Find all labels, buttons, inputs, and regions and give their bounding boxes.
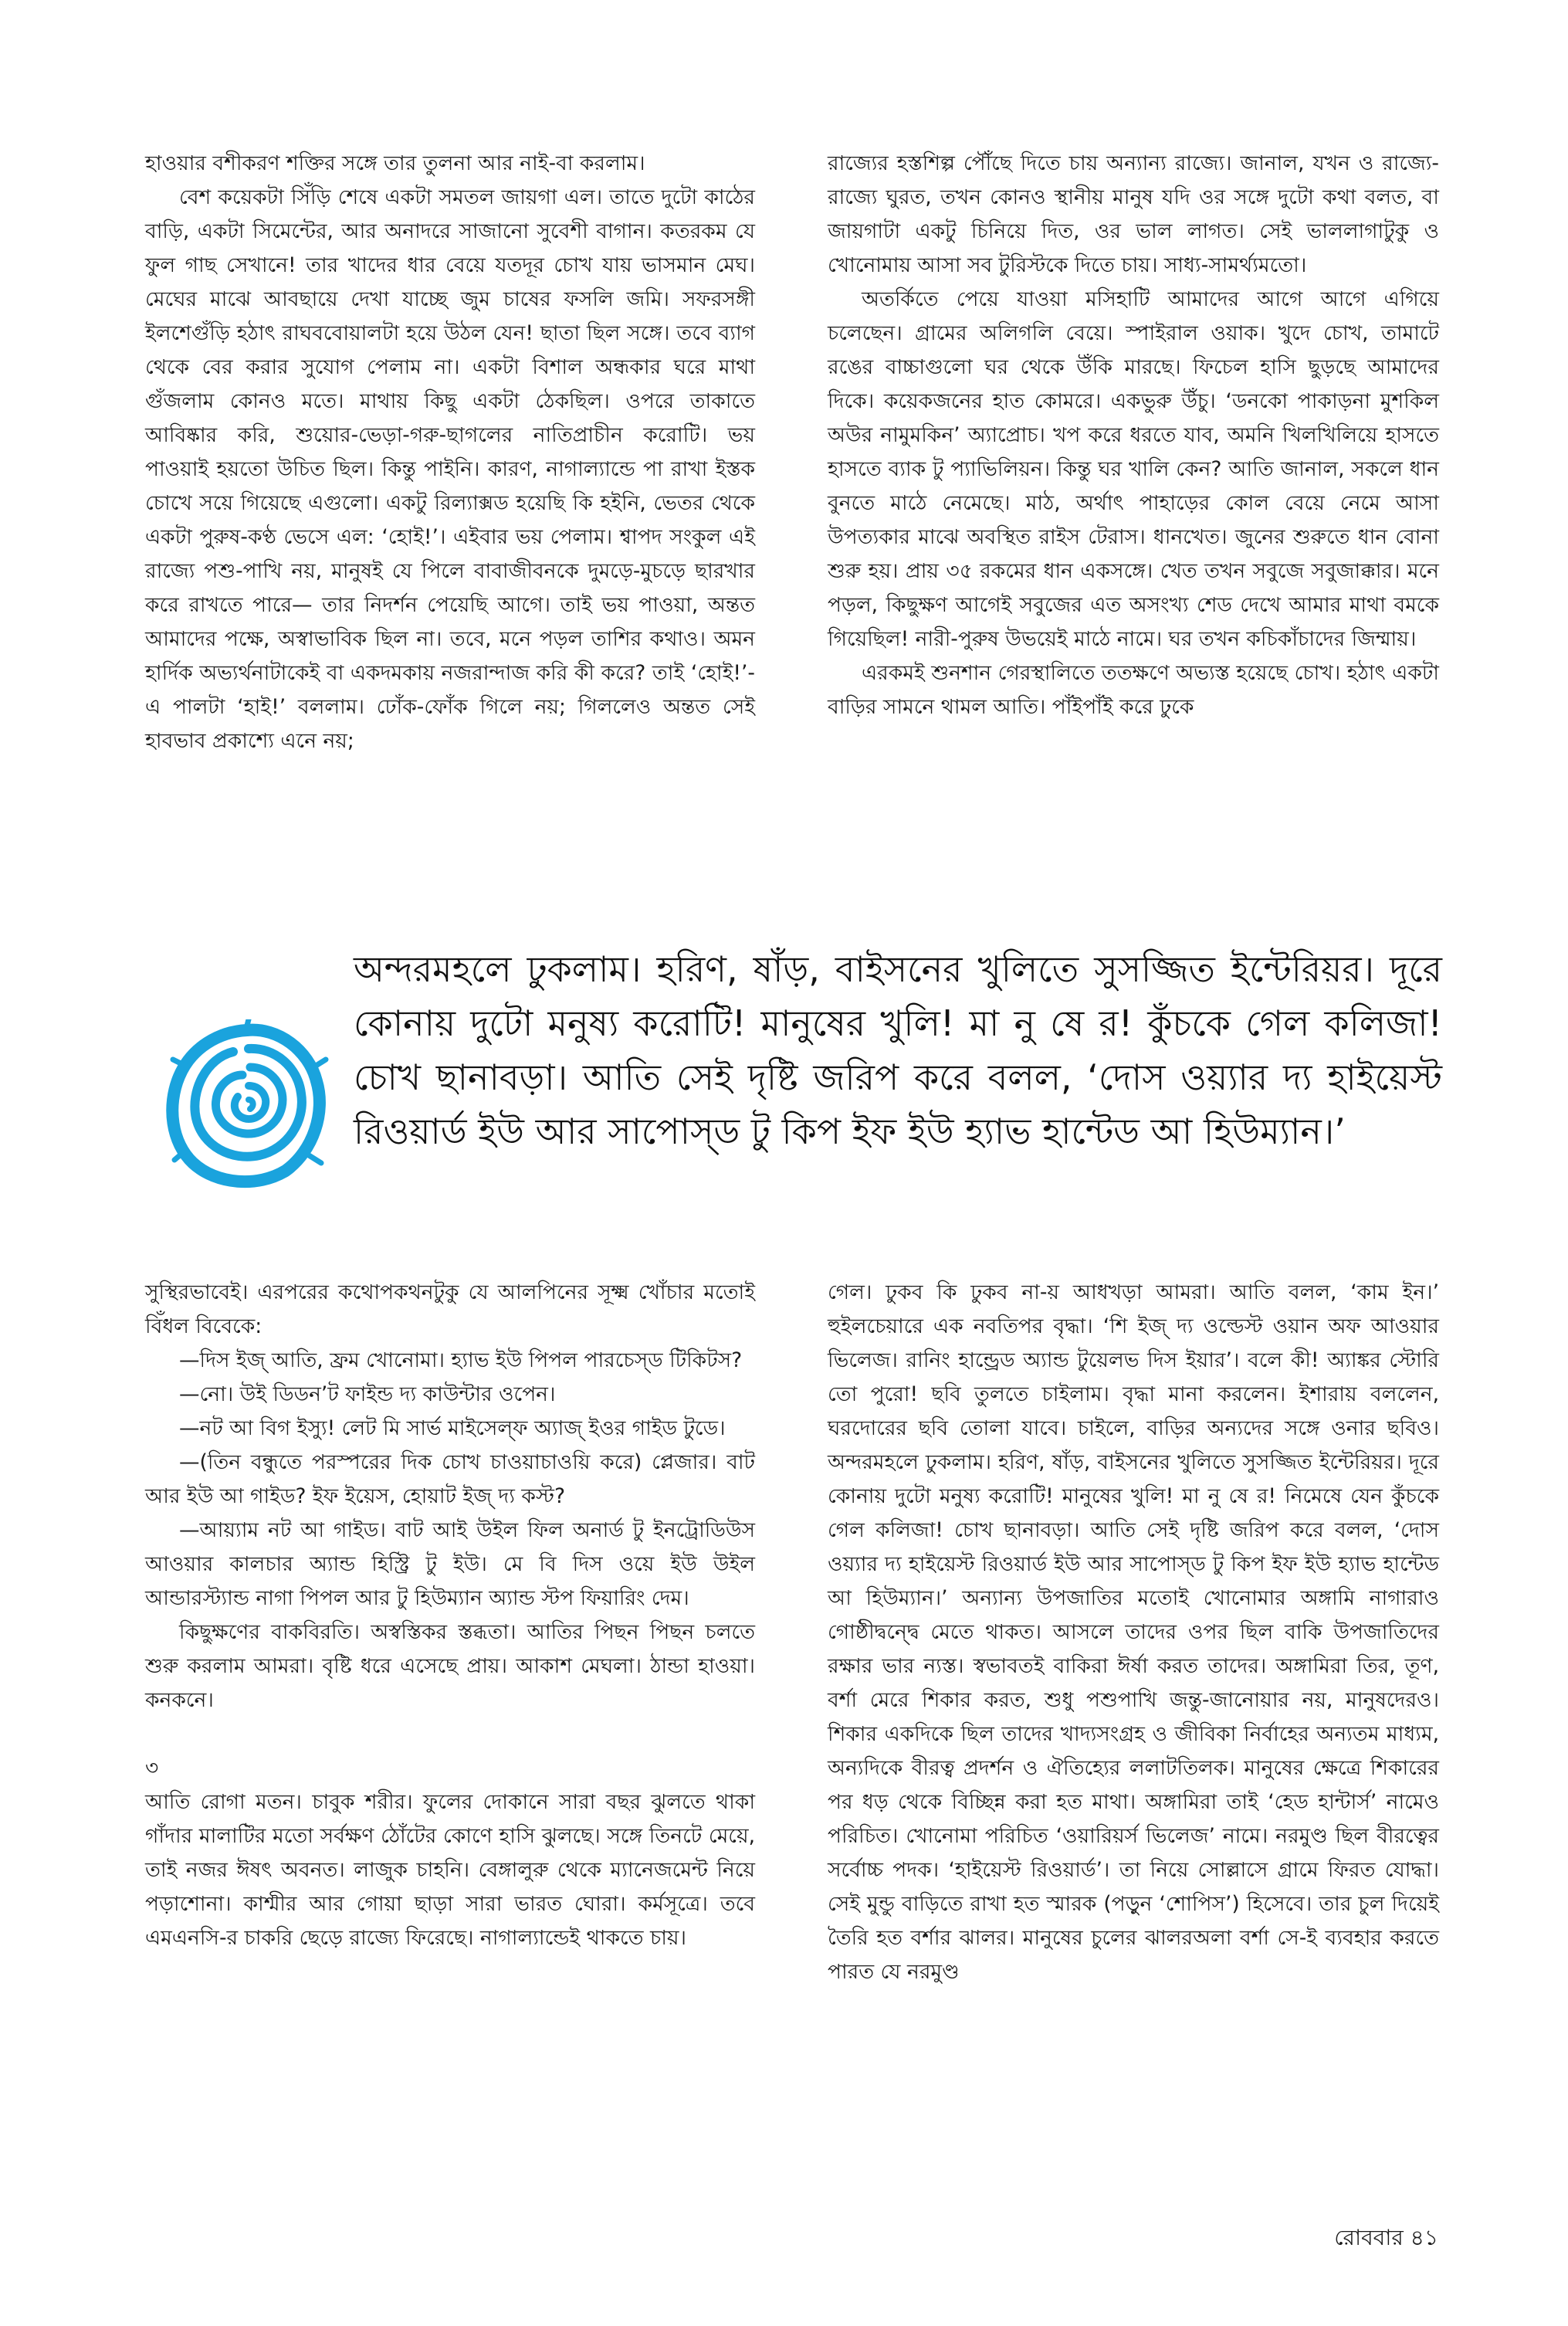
paragraph: বেশ কয়েকটা সিঁড়ি শেষে একটা সমতল জায়গা এল। তাতে দুটো কাঠের বাড়ি, একটা সিমেন্টের, আর অনাদরে সাজানো সুবেশী বাগান। কতরকম যে ফুল গাছ সেখানে! তার খাদের ধার বেয়ে যতদূর চোখ যায় ভাসমান মেঘ। মেঘের মাঝে আবছায়ে দেখা যাচ্ছে জুম চাষের ফসলি জমি। সফরসঙ্গী ইলশেগুঁড়ি হঠাৎ রাঘববোয়ালটা হয়ে উঠল যেন! ছাতা ছিল সঙ্গে। তবে ব্যাগ থেকে বের করার সুযোগ পেলাম না। একটা বিশাল অন্ধকার ঘরে মাথা গুঁজলাম কোনও মতে। মাথায় কিছু একটা ঠেকছিল। ওপরে তাকাতে আবিষ্কার করি, শুয়োর-ভেড়া-গরু-ছাগলের নাতিপ্রাচীন করোটি। ভয় পাওয়াই হয়তো উচিত ছিল। কিন্তু পাইনি। কারণ, নাগাল্যান্ডে পা রাখা ইস্তক চোখে সয়ে গিয়েছে এগুলো। একটু রিল্যাক্সড হয়েছি কি হইনি, ভেতর থেকে একটা পুরুষ-কণ্ঠ ভেসে এল: ‘হোই!’। এইবার ভয় পেলাম। শ্বাপদ সংকুল এই রাজ্যে পশু-পাখি নয়, মানুষই যে পিলে বাবাজীবনকে দুমড়ে-মুচড়ে ছারখার করে রাখতে পারে— তার নিদর্শন পেয়েছি আগে। তাই ভয় পাওয়া, অন্তত আমাদের পক্ষে, অস্বাভাবিক ছিল না। তবে, মনে পড়ল তাশির কথাও। অমন হার্দিক অভ্যর্থনাটাকেই বা একদমকায় নজরান্দাজ করি কী করে? তাই ‘হোই!’-এ পালটা ‘হাই!’ বললাম। ঢোঁক-ফোঁক গিলে নয়; গিললেও অন্তত সেই হাবভাব প্রকাশ্যে এনে নয়; — [145, 185, 755, 753]
column-top-left — [145, 147, 755, 758]
paragraph: হাওয়ার বশীকরণ শক্তির সঙ্গে তার তুলনা আর নাই-বা করলাম। — [145, 151, 645, 175]
paragraph: গেল। ঢুকব কি ঢুকব না-য় আধখড়া আমরা। আতি বলল, ‘কাম ইন।’ হুইলচেয়ারে এক নবতিপর বৃদ্ধা। ‘শি ইজ্ দ্য ওল্ডেস্ট ওয়ান অফ আওয়ার ভিলেজ। রানিং হান্ড্রেড অ্যান্ড টুয়েলভ দিস ইয়ার’। বলে কী! অ্যাঙ্কর স্টোরি তো পুরো! ছবি তুলতে চাইলাম। বৃদ্ধা মানা করলেন। ইশারায় বললেন, ঘরদোরের ছবি তোলা যাবে। চাইলে, বাড়ির অন্যদের সঙ্গে ওনার ছবিও। অন্দরমহলে ঢুকলাম। হরিণ, ষাঁড়, বাইসনের খুলিতে সুসজ্জিত ইন্টেরিয়র। দূরে কোনায় দুটো মনুষ্য করোটি! মানুষের খুলি! মা নু ষে র! নিমেষে যেন কুঁচকে গেল কলিজা! চোখ ছানাবড়া। আতি সেই দৃষ্টি জরিপ করে বলল, ‘দোস ওয়্যার দ্য হাইয়েস্ট রিওয়ার্ড ইউ আর সাপোস্‌ড টু কিপ ইফ ইউ হ্যাভ হান্টেড আ হিউম্যান।’ অন্যান্য উপজাতির মতোই খোনোমার অঙ্গামি নাগারাও গোষ্ঠীদ্বন্দ্বে মেতে থাকত। আসলে তাদের ওপর ছিল বাকি উপজাতিদের রক্ষার ভার ন্যস্ত। স্বভাবতই বাকিরা ঈর্ষা করত তাদের। অঙ্গামিরা তির, তূণ, বর্শা মেরে শিকার করত, শুধু পশুপাখি জন্তু-জানোয়ার নয়, মানুষদেরও। শিকার একদিকে ছিল তাদের খাদ্যসংগ্রহ ও জীবিকা নির্বাহের অন্যতম মাধ্যম, অন্যদিকে বীরত্ব প্রদর্শন ও ঐতিহ্যের ললাটতিলক। মানুষের ক্ষেত্রে শিকারের পর ধড় থেকে বিচ্ছিন্ন করা হত মাথা। অঙ্গামিরা তাই ‘হেড হান্টার্স’ নামেও পরিচিত। খোনোমা পরিচিত ‘ওয়ারিয়র্স ভিলেজ’ নামে। নরমুণ্ড ছিল বীরত্বের সর্বোচ্চ পদক। ‘হাইয়েস্ট রিওয়ার্ড’। তা নিয়ে সোল্লাসে গ্রামে ফিরত যোদ্ধা। সেই মুন্ডু বাড়িতে রাখা হত স্মারক (পড়ুন ‘শোপিস’) হিসেবে। তার চুল দিয়েই তৈরি হত বর্শার ঝালর। মানুষের চুলের ঝালরঅলা বর্শা সে-ই ব্যবহার করতে পারত যে নরমুণ্ড — [828, 1280, 1439, 1984]
section-number: ৩ — [145, 1756, 159, 1780]
paragraph: কিছুক্ষণের বাকবিরতি। অস্বস্তিকর স্তব্ধতা। আতির পিছন পিছন চলতে শুরু করলাম আমরা। বৃষ্টি ধরে এসেছে প্রায়। আকাশ মেঘলা। ঠান্ডা হাওয়া। কনকনে। — [145, 1620, 755, 1712]
paragraph: অতর্কিতে পেয়ে যাওয়া মসিহাটি আমাদের আগে আগে এগিয়ে চলেছেন। গ্রামের অলিগলি বেয়ে। স্পাইরাল ওয়াক। খুদে চোখ, তামাটে রঙের বাচ্চাগুলো ঘর থেকে উঁকি মারছে। ফিচেল হাসি ছুড়ছে আমাদের দিকে। কয়েকজনের হাত কোমরে। একভুরু উঁচু। ‘ডনকো পাকাড়না মুশকিল অউর নামুমকিন’ অ্যাপ্রোচ। খপ করে ধরতে যাব, অমনি খিলখিলিয়ে হাসতে হাসতে ব্যাক টু প্যাভিলিয়ন। কিন্তু ঘর খালি কেন? আতি জানাল, সকলে ধান বুনতে মাঠে নেমেছে। মাঠ, অর্থাৎ পাহাড়ের কোল বেয়ে নেমে আসা উপত্যকার মাঝে অবস্থিত রাইস টেরাস। ধানখেত। জুনের শুরুতে ধান বোনা শুরু হয়। প্রায় ৩৫ রকমের ধান একসঙ্গে। খেত তখন সবুজে সবুজাক্কার। মনে পড়ল, কিছুক্ষণ আগেই সবুজের এত অসংখ্য শেড দেখে আমার মাথা বমকে গিয়েছিল! নারী-পুরুষ উভয়েই মাঠে নামে। ঘর তখন কচিকাঁচাদের জিম্মায়। — [828, 287, 1439, 651]
blue-rose-icon — [162, 1019, 332, 1189]
dialogue-line: —নো। উই ডিডন’ট ফাইন্ড দ্য কাউন্টার ওপেন। — [179, 1382, 556, 1406]
dialogue-line: —দিস ইজ্ আতি, ফ্রম খোনোমা। হ্যাভ ইউ পিপল পারচেস্‌ড টিকিটস? — [179, 1348, 743, 1372]
dialogue-line: —আয়্যাম নট আ গাইড। বাট আই উইল ফিল অনার্ড টু ইনট্রোডিউস আওয়ার কালচার অ্যান্ড হিস্ট্রি টু ইউ। মে বি দিস ওয়ে ইউ উইল আন্ডারস্ট্যান্ড নাগা পিপল আর টু হিউম্যান অ্যান্ড স্টপ ফিয়ারিং দেম। — [145, 1518, 755, 1610]
paragraph: সুস্থিরভাবেই। এরপরের কথোপকথনটুকু যে আলপিনের সূক্ষ্ম খোঁচার মতোই বিঁধল বিবেকে: — [145, 1280, 755, 1338]
pull-quote-text: অন্দরমহলে ঢুকলাম। হরিণ, ষাঁড়, বাইসনের খুলিতে সুসজ্জিত ইন্টেরিয়র। দূরে কোনায় দুটো মনুষ্য করোটি! মানুষের খুলি! মা নু ষে র! কুঁচকে গেল কলিজা! চোখ ছানাবড়া। আতি সেই দৃষ্টি জরিপ করে বলল, ‘দোস ওয়্যার দ্য হাইয়েস্ট রিওয়ার্ড ইউ আর সাপোস্‌ড টু কিপ ইফ ইউ হ্যাভ হান্টেড আ হিউম্যান।’ — [354, 948, 1442, 1152]
column-bottom-right — [828, 1276, 1439, 1989]
page-folio: রোববার ৪১ — [1334, 2225, 1438, 2250]
column-bottom-left — [145, 1276, 755, 1955]
dialogue-line: —নট আ বিগ ইস্যু! লেট মি সার্ভ মাইসেল্‌ফ অ্যাজ্ ইওর গাইড টুডে। — [179, 1416, 726, 1440]
paragraph: রাজ্যের হস্তশিল্প পৌঁছে দিতে চায় অন্যান্য রাজ্যে। জানাল, যখন ও রাজ্যে-রাজ্যে ঘুরত, তখন কোনও স্থানীয় মানুষ যদি ওর সঙ্গে দুটো কথা বলত, বা জায়গাটা একটু চিনিয়ে দিত, ওর ভাল লাগত। সেই ভাললাগাটুকু ও খোনোমায় আসা সব টুরিস্টকে দিতে চায়। সাধ্য-সামর্থ্যমতো। — [828, 151, 1439, 277]
dialogue-line: —(তিন বন্ধুতে পরস্পরের দিক চোখ চাওয়াচাওয়ি করে) প্লেজার। বাট আর ইউ আ গাইড? ইফ ইয়েস, হোয়াট ইজ্ দ্য কস্ট? — [145, 1450, 755, 1508]
paragraph: এরকমই শুনশান গেরস্থালিতে ততক্ষণে অভ্যস্ত হয়েছে চোখ। হঠাৎ একটা বাড়ির সামনে থামল আতি। পাঁইপাঁই করে ঢুকে — [828, 661, 1439, 719]
pull-quote — [354, 942, 1442, 1158]
column-top-right — [828, 147, 1439, 724]
paragraph: আতি রোগা মতন। চাবুক শরীর। ফুলের দোকানে সারা বছর ঝুলতে থাকা গাঁদার মালাটির মতো সর্বক্ষণ ঠোঁটের কোণে হাসি ঝুলছে। সঙ্গে তিনটে মেয়ে, তাই নজর ঈষৎ অবনত। লাজুক চাহনি। বেঙ্গালুরু থেকে ম্যানেজমেন্ট নিয়ে পড়াশোনা। কাশ্মীর আর গোয়া ছাড়া সারা ভারত ঘোরা। কর্মসূত্রে। তবে এমএনসি-র চাকরি ছেড়ে রাজ্যে ফিরেছে। নাগাল্যান্ডেই থাকতে চায়। — [145, 1790, 756, 1950]
